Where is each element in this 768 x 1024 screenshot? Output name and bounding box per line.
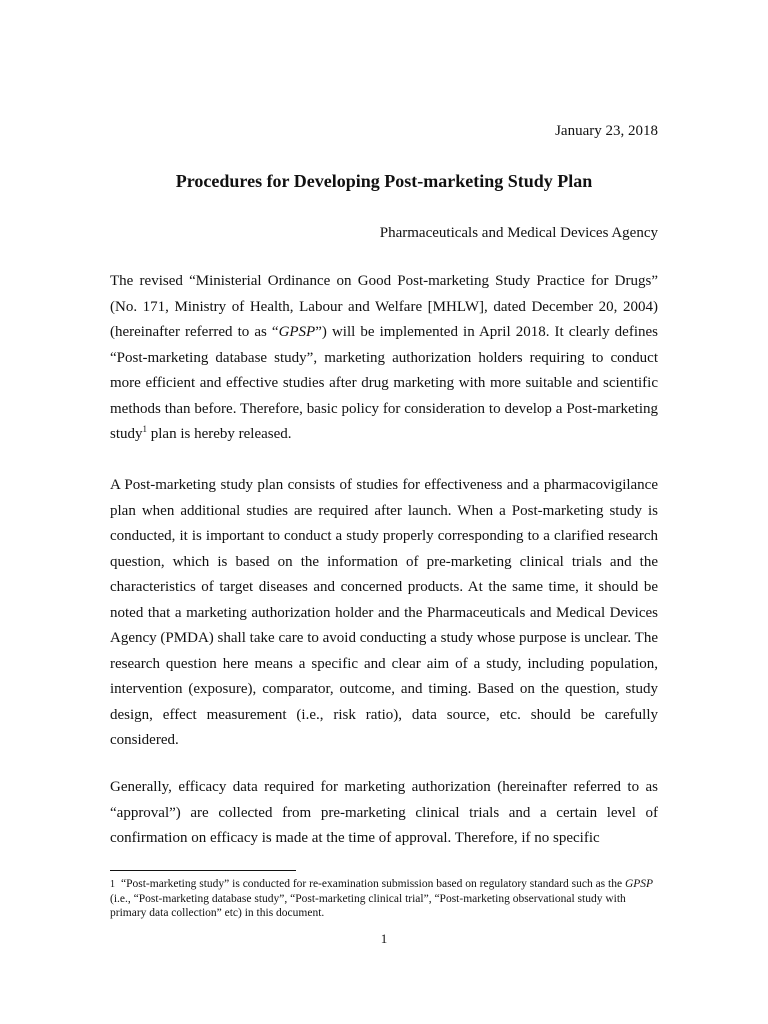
paragraph-intro-text-3: plan is hereby released.	[147, 426, 292, 442]
paragraph-intro	[110, 269, 658, 448]
issuing-organization: Pharmaceuticals and Medical Devices Agency	[379, 225, 658, 241]
footnote-gpsp-term: GPSP	[624, 878, 654, 890]
document-title: Procedures for Developing Post-marketing Study Plan	[175, 171, 593, 191]
footnote-marker: 1	[110, 879, 115, 890]
footnote	[110, 877, 658, 920]
paragraph-efficacy: Generally, efficacy data required for marketing authorization (hereinafter referred to as “approval”) are collected from pre-marketing clinical trials and a certain level of confirmation on efficacy is made at the time of approval. Therefore, if no specific	[110, 779, 658, 846]
gpsp-term: GPSP	[278, 324, 316, 340]
paragraph-intro-text-1: The revised “Ministerial Ordinance on Good Post-marketing Study Practice for Drugs” (No. 171, Ministry of Health, Labour and Welfare [MHLW], dated December 20, 2004) (hereinafter referred to as “	[110, 273, 658, 340]
footnote-reference: 1	[142, 424, 148, 434]
paragraph-study-plan: A Post-marketing study plan consists of studies for effectiveness and a pharmacovigilance plan when additional studies are required after launch. When a Post-marketing study is conducted, it is important to conduct a study properly corresponding to a clarified research question, which is based on the information of pre-marketing clinical trials and the characteristics of target diseases and concerned products. At the same time, it should be noted that a marketing authorization holder and the Pharmaceuticals and Medical Devices Agency (PMDA) shall take care to avoid conducting a study whose purpose is unclear. The research question here means a specific and clear aim of a study, including population, intervention (exposure), comparator, outcome, and timing. Based on the question, study design, effect measurement (i.e., risk ratio), data source, etc. should be carefully considered.	[110, 477, 658, 748]
footnote-divider	[110, 870, 296, 871]
footnote-text-1: “Post-marketing study” is conducted for re-examination submission based on regulatory standard such as the	[121, 878, 625, 890]
page-number: 1	[380, 931, 388, 946]
document-date: January 23, 2018	[555, 123, 658, 139]
paragraph-intro-text-2: ”) will be implemented in April 2018. It clearly defines “Post-marketing database study”, marketing authorization holders requiring to conduct more efficient and effective studies after drug marketing with more suitable and scientific methods than before. Therefore, basic policy for consideration to develop a Post-marketing study	[110, 324, 658, 442]
footnote-text-2: (i.e., “Post-marketing database study”, “Post-marketing clinical trial”, “Post-marketing observational study with primary data collection” etc) in this document.	[110, 893, 626, 919]
